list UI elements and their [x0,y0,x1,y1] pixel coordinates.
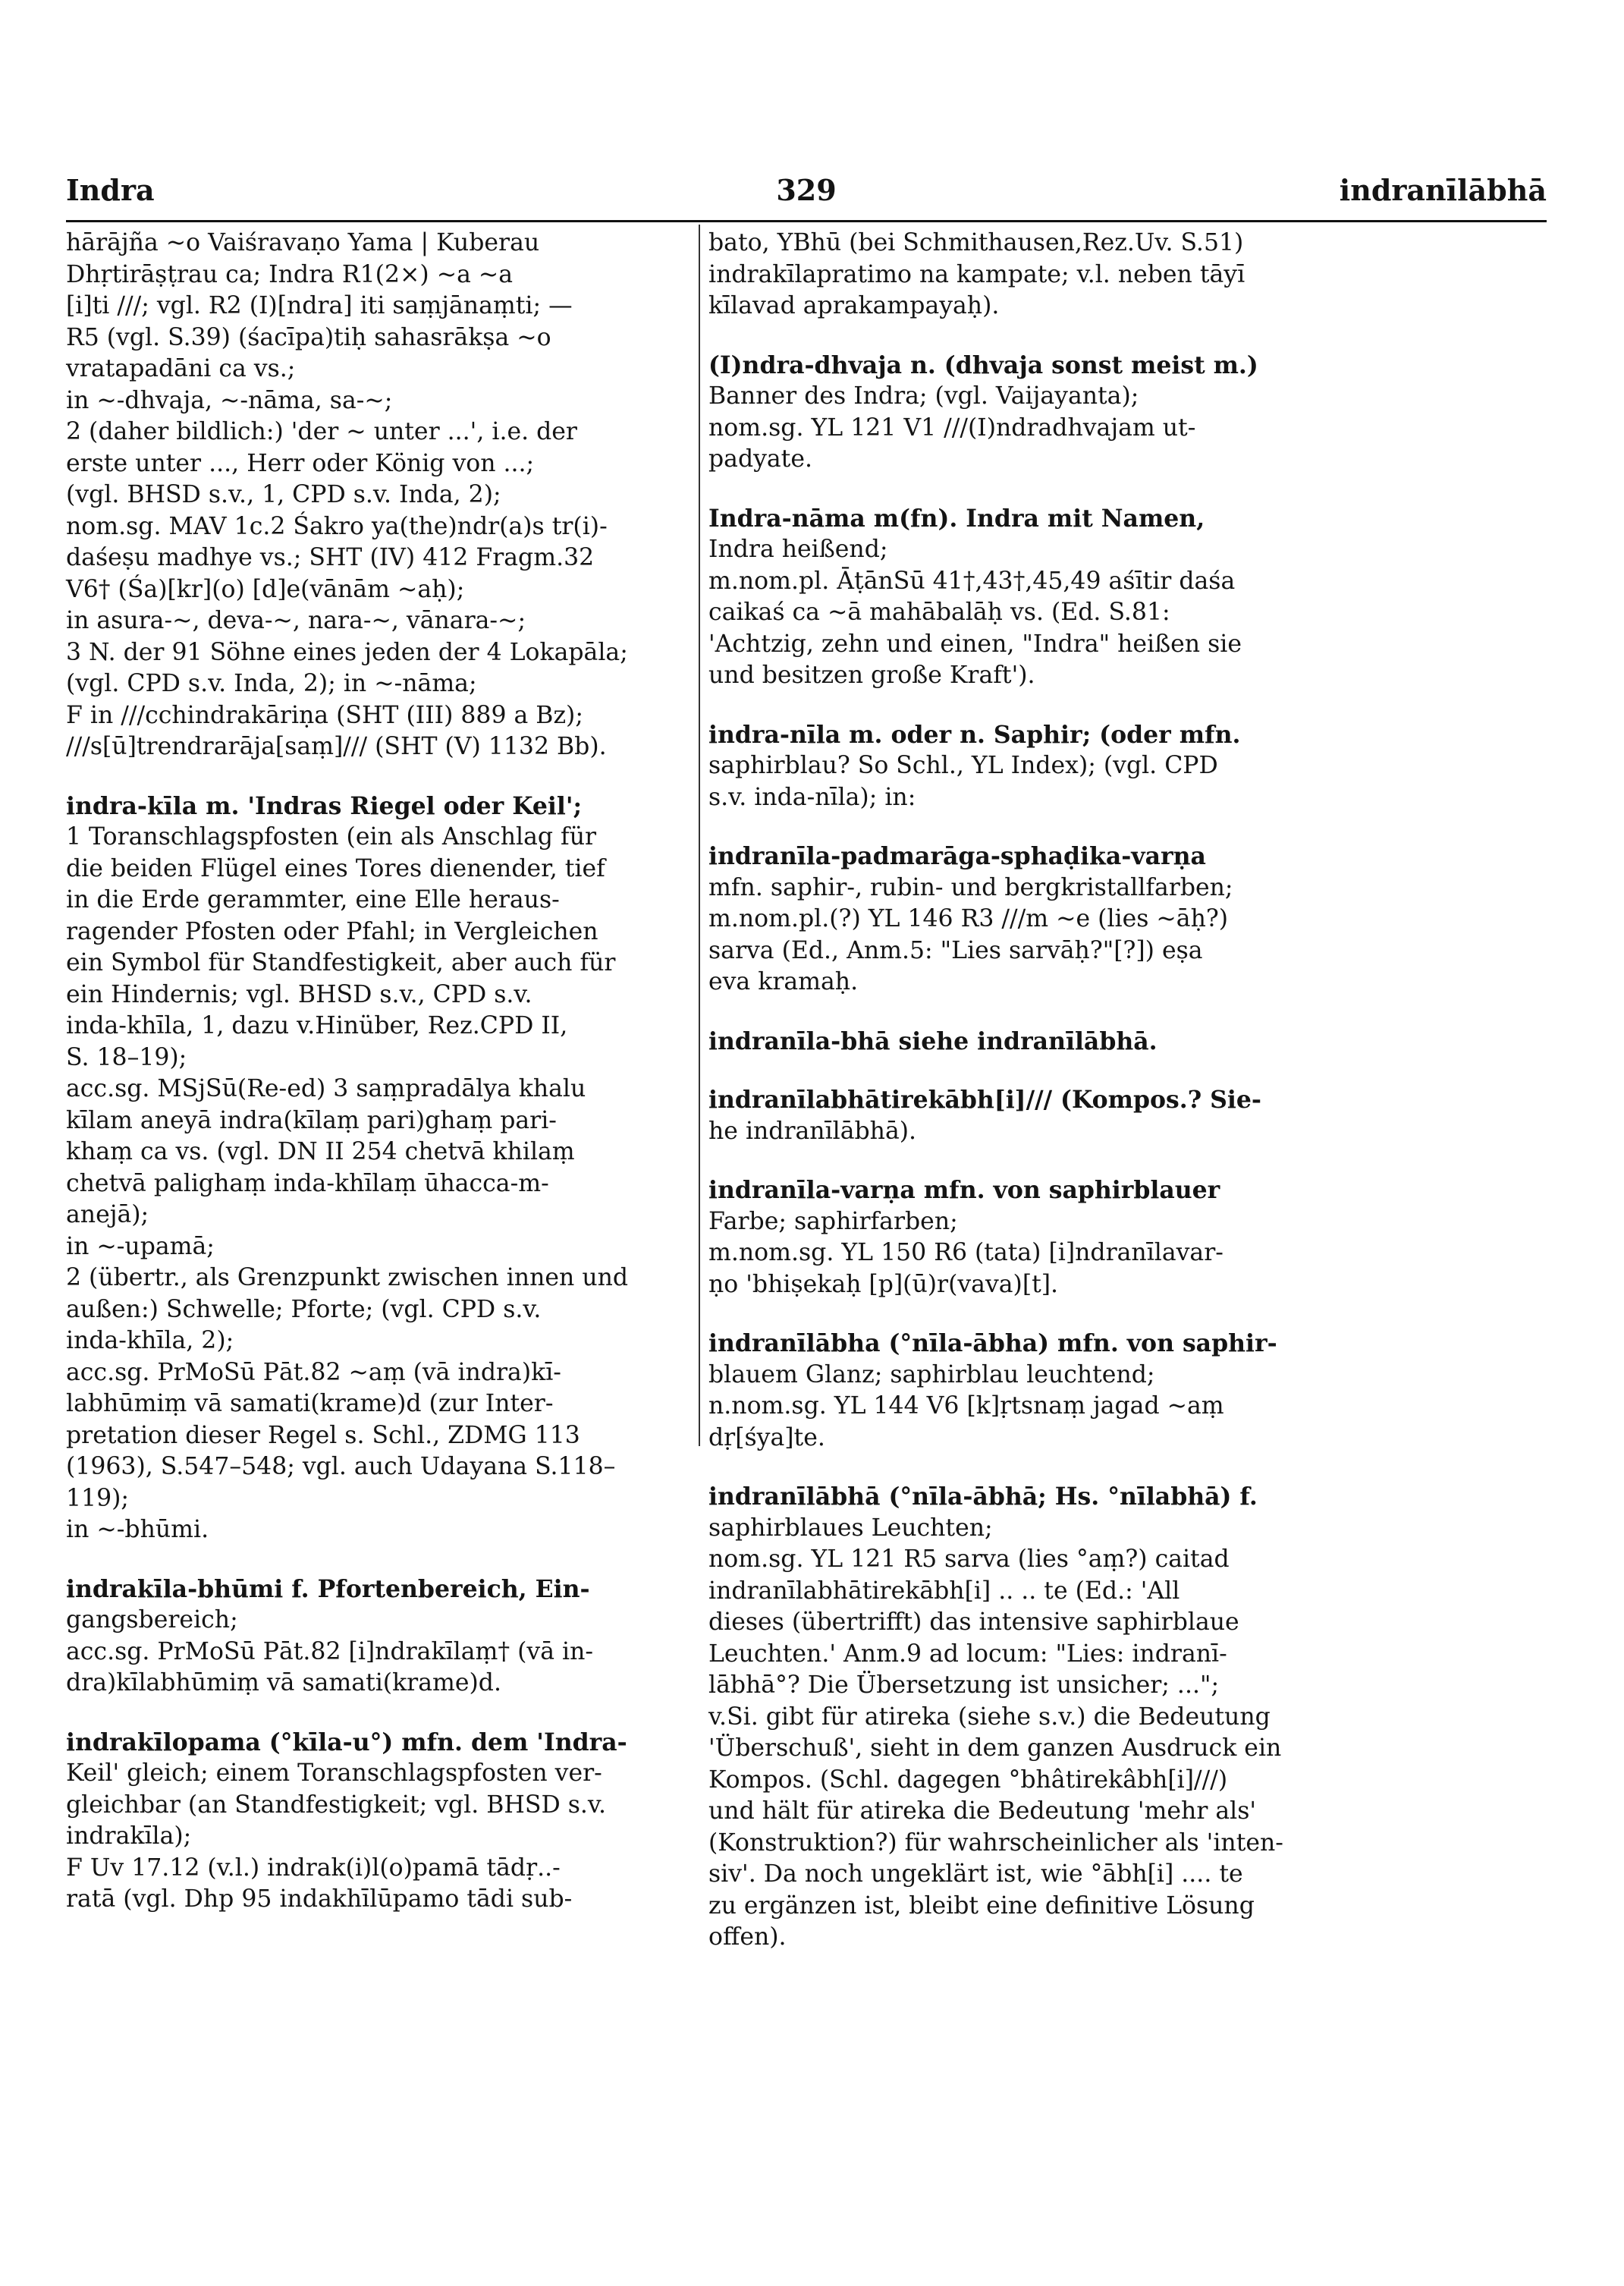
page-number: 329 [776,173,837,207]
text-line: (Konstruktion?) für wahrscheinlicher als 'inten- [708,1828,1283,1857]
text-line: ///s[ū]trendrarāja[saṃ]/// (SHT (V) 1132 Bb). [66,733,607,760]
text-line: s.v. inda-nīla); in: [708,783,916,811]
text-line: chetvā palighaṃ inda-khīlaṃ ūhacca-m- [66,1169,549,1197]
entry-headword-line: indra-kīla m. 'Indras Riegel oder Keil'; [66,791,583,820]
text-line: die beiden Flügel eines Tores dienender, tief [66,854,605,882]
text-line: gangsbereich; [66,1606,238,1634]
text-line: saphirblau? So Schl., YL Index); (vgl. CPD [708,752,1218,779]
text-line: acc.sg. PrMoSū Pāt.82 ~aṃ (vā indra)kī- [66,1358,561,1386]
text-line: dieses (übertrifft) das intensive saphirblaue [708,1608,1239,1636]
header-rule [66,220,1547,222]
text-line: ein Symbol für Standfestigkeit, aber auch für [66,949,616,976]
text-line: 'Überschuß', sieht in dem ganzen Ausdruck ein [708,1734,1282,1762]
entry-headword-line: indrakīlopama (°kīla-u°) mfn. dem 'Indra- [66,1728,627,1756]
entry-headword-line: indrakīla-bhūmi f. Pfortenbereich, Ein- [66,1574,590,1603]
text-line: 2 (daher bildlich:) 'der ~ unter ...', i.e. der [66,418,577,445]
text-line: labhūmiṃ vā samati(krame)d (zur Inter- [66,1390,554,1417]
text-line: in ~-bhūmi. [66,1516,209,1543]
text-line: daśeṣu madhye vs.; SHT (IV) 412 Fragm.32 [66,544,595,571]
text-line: (1963), S.547–548; vgl. auch Udayana S.118– [66,1453,616,1480]
text-line: he indranīlābhā). [708,1117,917,1145]
entry-gap [66,1546,689,1574]
text-line: pretation dieser Regel s. Schl., ZDMG 113 [66,1421,580,1449]
text-line: in ~-dhvaja, ~-nāma, sa-~; [66,386,393,414]
text-line: inda-khīla, 1, dazu v.Hinüber, Rez.CPD II, [66,1012,568,1039]
text-line: R5 (vgl. S.39) (śacīpa)tiḥ sahasrākṣa ~o [66,323,551,351]
entry-gap [708,692,1285,719]
text-line: 'Achtzig, zehn und einen, "Indra" heißen sie [708,630,1242,658]
entry-headword-line: indranīlabhātirekābh[i]/// (Kompos.? Sie- [708,1086,1261,1114]
entry-gap [708,813,1285,841]
entry-gap [708,476,1285,503]
text-line: m.nom.sg. YL 150 R6 (tata) [i]ndranīlavar- [708,1239,1223,1266]
header-right-keyword: indranīlābhā [1339,173,1547,207]
text-line: Indra heißend; [708,536,888,563]
entry-gap [708,1147,1285,1174]
text-line: in asura-~, deva-~, nara-~, vānara-~; [66,607,526,634]
text-line: hārājña ~o Vaiśravaṇo Yama | Kuberau [66,229,540,256]
text-line: (vgl. BHSD s.v., 1, CPD s.v. Inda, 2); [66,481,501,508]
text-line: 3 N. der 91 Söhne eines jeden der 4 Lokapāla; [66,638,628,666]
entry-headword-line: indranīla-padmarāga-sphaḍika-varṇa [708,842,1206,870]
text-line: gleichbar (an Standfestigkeit; vgl. BHSD s.v. [66,1791,606,1819]
entry-gap [708,1057,1285,1084]
text-line: F Uv 17.12 (v.l.) indrak(i)l(o)pamā tādṛ..- [66,1854,561,1882]
right-column [708,228,1285,1954]
text-line: n.nom.sg. YL 144 V6 [k]ṛtsnaṃ jagad ~aṃ [708,1392,1224,1420]
text-line: sarva (Ed., Anm.5: "Lies sarvāḥ?"[?]) eṣa [708,936,1203,964]
text-line: und hält für atireka die Bedeutung 'mehr als' [708,1797,1257,1825]
entry-headword-line: (I)ndra-dhvaja n. (dhvaja sonst meist m.) [708,351,1258,379]
text-line: ein Hindernis; vgl. BHSD s.v., CPD s.v. [66,980,532,1008]
text-line: F in ///cchindrakāriṇa (SHT (III) 889 a Bz); [66,701,583,729]
text-line: bato, YBhū (bei Schmithausen,Rez.Uv. S.51) [708,229,1244,256]
text-line: m.nom.pl.(?) YL 146 R3 ///m ~e (lies ~āḥ?) [708,905,1229,932]
text-line: V6† (Śa)[kr](o) [d]e(vānām ~aḥ); [66,575,465,603]
text-line: 1 Toranschlagspfosten (ein als Anschlag für [66,823,597,851]
text-line: außen:) Schwelle; Pforte; (vgl. CPD s.v. [66,1295,542,1323]
entry-headword-line: Indra-nāma m(fn). Indra mit Namen, [708,504,1205,533]
text-line: in ~-upamā; [66,1232,215,1260]
text-line: kīlavad aprakampayaḥ). [708,292,1000,319]
text-line: [i]ti ///; vgl. R2 (I)[ndra] iti saṃjānaṃti; — [66,292,573,319]
text-line: Leuchten.' Anm.9 ad locum: "Lies: indranī- [708,1640,1227,1668]
text-line: zu ergänzen ist, bleibt eine definitive Lösung [708,1891,1255,1920]
text-line: padyate. [708,445,812,473]
entry-gap [708,1454,1285,1481]
entry-gap [708,322,1285,350]
text-line: nom.sg. YL 121 R5 sarva (lies °aṃ?) caitad [708,1545,1230,1573]
text-line: ragender Pfosten oder Pfahl; in Vergleichen [66,917,598,945]
text-line: dṛ[śya]te. [708,1423,825,1451]
text-line: dra)kīlabhūmiṃ vā samati(krame)d. [66,1669,501,1696]
entry-headword-line: indranīla-bhā siehe indranīlābhā. [708,1027,1158,1055]
text-line: erste unter ..., Herr oder König von ...; [66,449,535,477]
text-line: m.nom.pl. ĀṭānSū 41†,43†,45,49 aśītir daśa [708,567,1236,595]
entry-gap [66,763,689,791]
text-line: lābhā°? Die Übersetzung ist unsicher; ..."; [708,1671,1220,1699]
text-line: indranīlabhātirekābh[i] .. .. te (Ed.: 'All [708,1577,1180,1605]
entry-headword-line: indranīla-varṇa mfn. von saphirblauer [708,1176,1220,1204]
text-line: acc.sg. MSjSū(Re-ed) 3 saṃpradālya khalu [66,1075,586,1102]
text-line: vratapadāni ca vs.; [66,355,296,382]
text-line: offen). [708,1923,787,1951]
entry-gap [708,1300,1285,1328]
text-line: nom.sg. MAV 1c.2 Śakro ya(the)ndr(a)s tr(i)- [66,512,608,540]
text-line: inda-khīla, 2); [66,1327,234,1354]
text-line: saphirblaues Leuchten; [708,1514,993,1542]
text-line: siv'. Da noch ungeklärt ist, wie °ābh[i] .... te [708,1860,1243,1888]
text-line: khaṃ ca vs. (vgl. DN II 254 chetvā khilaṃ [66,1138,575,1165]
entry-gap [708,998,1285,1026]
text-line: anejā); [66,1201,149,1228]
text-line: S. 18–19); [66,1043,187,1071]
text-line: Dhṛtirāṣṭrau ca; Indra R1(2×) ~a ~a [66,260,514,288]
text-line: nom.sg. YL 121 V1 ///(I)ndradhvajam ut- [708,413,1196,442]
entry-headword-line: indranīlābhā (°nīla-ābhā; Hs. °nīlabhā) f. [708,1483,1258,1511]
running-header [66,173,1547,219]
text-line: Farbe; saphirfarben; [708,1207,958,1235]
text-line: acc.sg. PrMoSū Pāt.82 [i]ndrakīlaṃ† (vā in- [66,1637,593,1665]
text-line: ratā (vgl. Dhp 95 indakhīlūpamo tādi sub- [66,1885,573,1913]
entry-headword-line: indranīlābha (°nīla-ābha) mfn. von saphir- [708,1329,1277,1357]
text-line: v.Si. gibt für atireka (siehe s.v.) die Bedeutung [708,1703,1271,1731]
text-line: blauem Glanz; saphirblau leuchtend; [708,1360,1155,1388]
text-line: caikaś ca ~ā mahābalāḥ vs. (Ed. S.81: [708,599,1170,626]
entry-gap [66,1700,689,1727]
text-line: indrakīlapratimo na kampate; v.l. neben tāyī [708,260,1245,288]
text-line: Kompos. (Schl. dagegen °bhâtirekâbh[i]///) [708,1766,1228,1794]
entry-headword-line: indra-nīla m. oder n. Saphir; (oder mfn. [708,720,1241,749]
text-line: Keil' gleich; einem Toranschlagspfosten ver- [66,1759,602,1787]
text-line: indrakīla); [66,1822,192,1850]
header-left-keyword: Indra [66,173,155,207]
text-line: (vgl. CPD s.v. Inda, 2); in ~-nāma; [66,670,477,697]
text-line: 119); [66,1484,130,1512]
text-line: Banner des Indra; (vgl. Vaijayanta); [708,382,1139,410]
text-line: und besitzen große Kraft'). [708,662,1035,689]
column-divider [699,225,700,1446]
text-line: in die Erde gerammter, eine Elle heraus- [66,886,560,913]
text-line: mfn. saphir-, rubin- und bergkristallfarben; [708,873,1233,901]
left-column [66,228,689,1916]
text-line: 2 (übertr., als Grenzpunkt zwischen innen und [66,1264,629,1291]
text-line: kīlam aneyā indra(kīlaṃ pari)ghaṃ pari- [66,1106,557,1134]
text-line: ṇo 'bhiṣekaḥ [p](ū)r(vava)[t]. [708,1270,1059,1298]
text-line: eva kramaḥ. [708,968,859,995]
